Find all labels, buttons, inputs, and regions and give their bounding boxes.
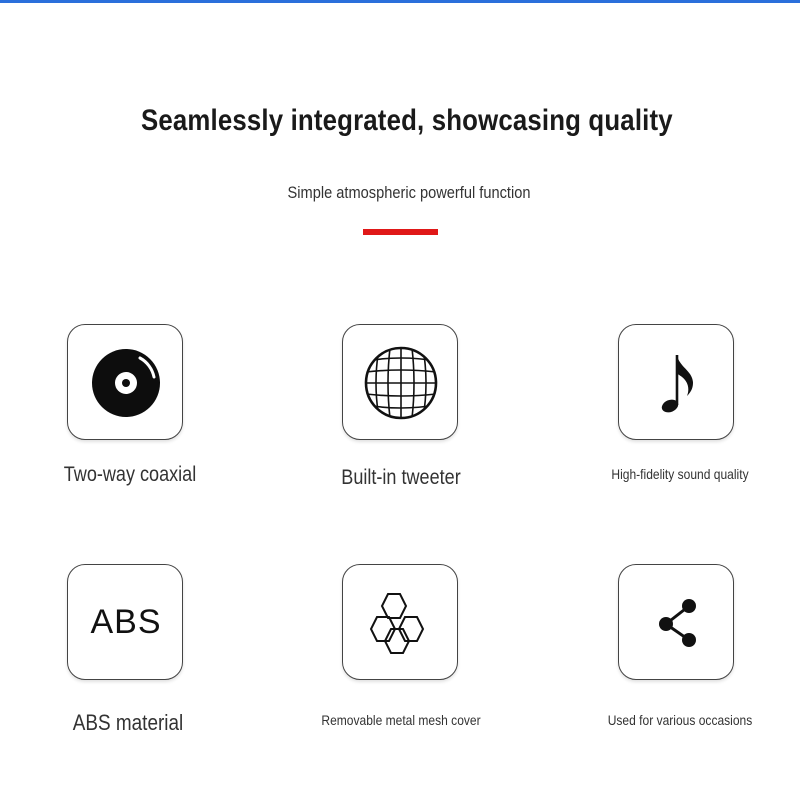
feature-card-various-occasions: [618, 564, 734, 680]
feature-card-built-in-tweeter: [342, 324, 458, 440]
feature-card-abs-material: [67, 564, 183, 680]
feature-label-two-way-coaxial: Two-way coaxial: [63, 463, 197, 486]
top-border-line: [0, 0, 800, 3]
feature-card-high-fidelity: [618, 324, 734, 440]
feature-label-various-occasions: Used for various occasions: [607, 712, 753, 728]
feature-label-high-fidelity: High-fidelity sound quality: [611, 466, 749, 482]
feature-card-two-way-coaxial: [67, 324, 183, 440]
feature-label-abs-material: ABS material: [72, 710, 184, 735]
feature-label-metal-mesh: Removable metal mesh cover: [321, 712, 481, 728]
accent-divider: [363, 229, 438, 235]
feature-label-built-in-tweeter: Built-in tweeter: [341, 466, 461, 489]
feature-card-metal-mesh: [342, 564, 458, 680]
abs-text-icon: ABS: [90, 603, 162, 641]
page-subtitle: Simple atmospheric powerful function: [287, 183, 531, 202]
page-title: Seamlessly integrated, showcasing quality: [140, 104, 673, 137]
